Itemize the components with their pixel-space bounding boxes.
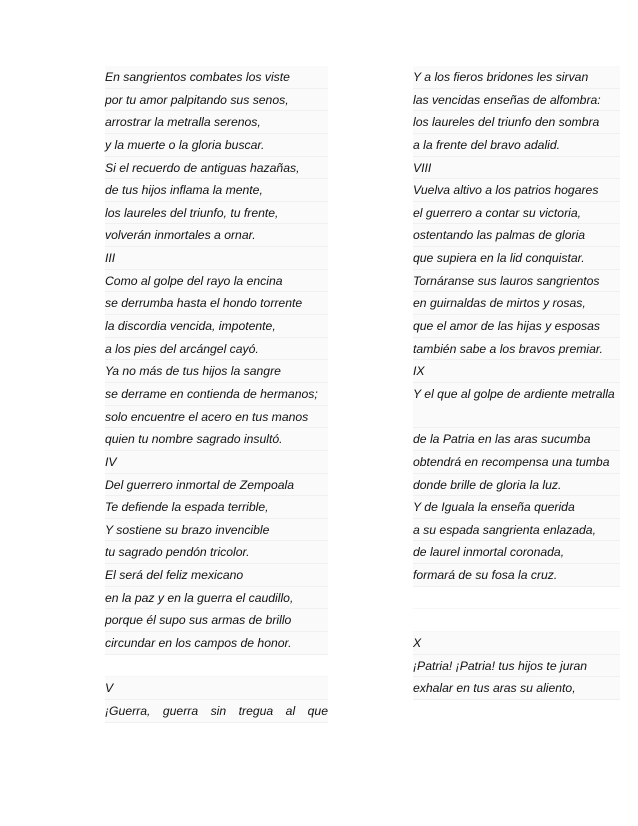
left-verse-column bbox=[105, 66, 328, 723]
verse-line: se derrame en contienda de hermanos; bbox=[105, 383, 328, 406]
verse-line: los laureles del triunfo, tu frente, bbox=[105, 202, 328, 225]
verse-line: ostentando las palmas de gloria bbox=[413, 224, 620, 247]
stanza-heading: IX bbox=[413, 360, 620, 383]
verse-line: Y a los fieros bridones les sirvan bbox=[413, 66, 620, 89]
stanza-heading: III bbox=[105, 247, 328, 270]
verse-line: obtendrá en recompensa una tumba bbox=[413, 451, 620, 474]
verse-line: en guirnaldas de mirtos y rosas, bbox=[413, 292, 620, 315]
verse-line: quien tu nombre sagrado insultó. bbox=[105, 428, 328, 451]
verse-line: el guerrero a contar su victoria, bbox=[413, 202, 620, 225]
verse-line: Si el recuerdo de antiguas hazañas, bbox=[105, 157, 328, 180]
verse-line: solo encuentre el acero en tus manos bbox=[105, 406, 328, 429]
verse-line: Tornáranse sus lauros sangrientos bbox=[413, 270, 620, 293]
verse-line: donde brille de gloria la luz. bbox=[413, 474, 620, 497]
verse-line: exhalar en tus aras su aliento, bbox=[413, 677, 620, 700]
verse-line: Como al golpe del rayo la encina bbox=[105, 270, 328, 293]
verse-line: a la frente del bravo adalid. bbox=[413, 134, 620, 157]
verse-line: que supiera en la lid conquistar. bbox=[413, 247, 620, 270]
verse-line: formará de su fosa la cruz. bbox=[413, 564, 620, 587]
stanza-heading: VIII bbox=[413, 157, 620, 180]
verse-line: que el amor de las hijas y esposas bbox=[413, 315, 620, 338]
verse-line: de tus hijos inflama la mente, bbox=[105, 179, 328, 202]
verse-line: tu sagrado pendón tricolor. bbox=[105, 541, 328, 564]
verse-line: se derrumba hasta el hondo torrente bbox=[105, 292, 328, 315]
verse-line: Del guerrero inmortal de Zempoala bbox=[105, 474, 328, 497]
verse-line: volverán inmortales a ornar. bbox=[105, 224, 328, 247]
stanza-heading: X bbox=[413, 632, 620, 655]
blank-line bbox=[413, 609, 620, 632]
verse-line: Y sostiene su brazo invencible bbox=[105, 519, 328, 542]
verse-line: Ya no más de tus hijos la sangre bbox=[105, 360, 328, 383]
blank-line bbox=[105, 655, 328, 678]
verse-line: a los pies del arcángel cayó. bbox=[105, 338, 328, 361]
verse-line: y la muerte o la gloria buscar. bbox=[105, 134, 328, 157]
verse-line: también sabe a los bravos premiar. bbox=[413, 338, 620, 361]
verse-line: arrostrar la metralla serenos, bbox=[105, 111, 328, 134]
verse-line: en la paz y en la guerra el caudillo, bbox=[105, 587, 328, 610]
verse-line: a su espada sangrienta enlazada, bbox=[413, 519, 620, 542]
verse-line: circundar en los campos de honor. bbox=[105, 632, 328, 655]
verse-line: Y de Iguala la enseña querida bbox=[413, 496, 620, 519]
verse-line: ¡Guerra, guerra sin tregua al que bbox=[105, 700, 328, 723]
verse-line: ¡Patria! ¡Patria! tus hijos te juran bbox=[413, 655, 620, 678]
verse-line: porque él supo sus armas de brillo bbox=[105, 609, 328, 632]
stanza-heading: V bbox=[105, 677, 328, 700]
verse-line: En sangrientos combates los viste bbox=[105, 66, 328, 89]
right-verse-column bbox=[413, 66, 620, 700]
verse-line: la discordia vencida, impotente, bbox=[105, 315, 328, 338]
verse-line: las vencidas enseñas de alfombra: bbox=[413, 89, 620, 112]
verse-line: los laureles del triunfo den sombra bbox=[413, 111, 620, 134]
blank-line bbox=[413, 587, 620, 610]
verse-line: por tu amor palpitando sus senos, bbox=[105, 89, 328, 112]
verse-line: El será del feliz mexicano bbox=[105, 564, 328, 587]
verse-line: Vuelva altivo a los patrios hogares bbox=[413, 179, 620, 202]
verse-line: Y el que al golpe de ardiente metralla bbox=[413, 383, 620, 428]
stanza-heading: IV bbox=[105, 451, 328, 474]
verse-line: de la Patria en las aras sucumba bbox=[413, 428, 620, 451]
verse-line: Te defiende la espada terrible, bbox=[105, 496, 328, 519]
verse-line: de laurel inmortal coronada, bbox=[413, 541, 620, 564]
